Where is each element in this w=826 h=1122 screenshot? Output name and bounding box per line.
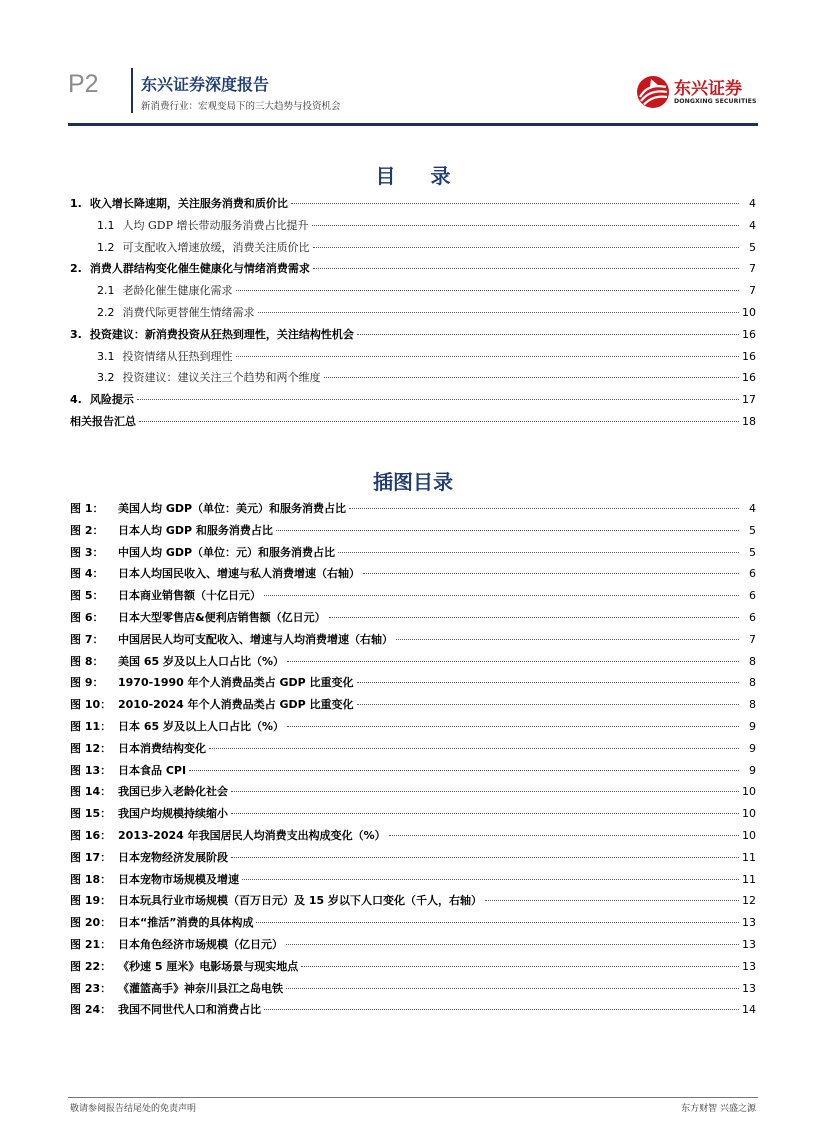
report-subtitle: 新消费行业：宏观变局下的三大趋势与投资机会 (141, 101, 341, 112)
figure-entry[interactable]: 图 14： 我国已步入老龄化社会 10 (70, 785, 756, 799)
figure-entry[interactable]: 图 13： 日本食品 CPI 9 (70, 763, 756, 777)
figure-entry[interactable]: 图 18： 日本宠物市场规模及增速 11 (70, 872, 756, 886)
toc-entry[interactable]: 3. 投资建议：新消费投资从狂热到理性，关注结构性机会 16 (70, 327, 756, 341)
toc-entry[interactable]: 2.2 消费代际更替催生情绪需求 10 (97, 305, 756, 319)
figure-entry[interactable]: 图 7： 中国居民人均可支配收入、增速与人均消费增速（右轴） 7 (70, 632, 756, 646)
toc-entry[interactable]: 1.2 可支配收入增速放缓，消费关注质价比 5 (97, 240, 756, 254)
figure-entry[interactable]: 图 17： 日本宠物经济发展阶段 11 (70, 850, 756, 864)
figures-title: 插图目录 (373, 470, 453, 494)
toc-entry[interactable]: 1. 收入增长降速期，关注服务消费和质价比 4 (70, 197, 756, 210)
figure-entry[interactable]: 图 8： 美国 65 岁及以上人口占比（%） 8 (70, 654, 756, 668)
toc-entry[interactable]: 2. 消费人群结构变化催生健康化与情绪消费需求 7 (70, 262, 756, 276)
toc-entry[interactable]: 3.1 投资情绪从狂热到理性 16 (97, 349, 756, 363)
header-divider (131, 68, 133, 113)
page-header (68, 68, 758, 125)
toc-entry[interactable]: 1.1 人均 GDP 增长带动服务消费占比提升 4 (97, 218, 756, 232)
toc-entry[interactable]: 2.1 老龄化催生健康化需求 7 (97, 284, 756, 298)
figure-entry[interactable]: 图 22： 《秒速 5 厘米》电影场景与现实地点 13 (70, 959, 756, 973)
company-logo (636, 74, 758, 110)
figure-entry[interactable]: 图 3： 中国人均 GDP（单位：元）和服务消费占比 5 (70, 545, 756, 559)
footer-slogan: 东方财智 兴盛之源 (681, 1104, 756, 1114)
toc-title: 目 录 (375, 164, 465, 188)
figure-entry[interactable]: 图 19： 日本玩具行业市场规模（百万日元）及 15 岁以下人口变化（千人，右轴） 12 (70, 894, 756, 908)
figure-entry[interactable]: 图 6： 日本大型零售店&便利店销售额（亿日元） 6 (70, 610, 756, 624)
figure-entry[interactable]: 图 9： 1970-1990 年个人消费品类占 GDP 比重变化 8 (70, 676, 756, 690)
footer-rule (68, 1097, 758, 1098)
toc-list (70, 195, 756, 435)
figure-entry[interactable]: 图 5： 日本商业销售额（十亿日元） 6 (70, 589, 756, 603)
figure-entry[interactable]: 图 21： 日本角色经济市场规模（亿日元） 13 (70, 937, 756, 951)
figure-entry[interactable]: 图 2： 日本人均 GDP 和服务消费占比 5 (70, 523, 756, 537)
figure-entry[interactable]: 图 16： 2013-2024 年我国居民人均消费支出构成变化（%） 10 (70, 828, 756, 842)
logo-text-en: DONGXING SECURITIES (674, 98, 757, 105)
figure-entry[interactable]: 图 20： 日本“推活”消费的具体构成 13 (70, 916, 756, 930)
figure-entry[interactable]: 图 15： 我国户均规模持续缩小 10 (70, 807, 756, 821)
header-rule (68, 123, 758, 126)
figure-entry[interactable]: 图 1： 美国人均 GDP（单位：美元）和服务消费占比 4 (70, 502, 756, 515)
toc-entry[interactable]: 相关报告汇总 18 (70, 414, 756, 428)
logo-mark-icon (636, 75, 670, 109)
figure-entry[interactable]: 图 12： 日本消费结构变化 9 (70, 741, 756, 755)
toc-entry[interactable]: 4. 风险提示 17 (70, 393, 756, 407)
logo-text-cn: 东兴证券 (674, 79, 742, 99)
page-number: P2 (68, 70, 99, 98)
figure-list (70, 500, 756, 1023)
figure-entry[interactable]: 图 24： 我国不同世代人口和消费占比 14 (70, 1003, 756, 1017)
figure-entry[interactable]: 图 4： 日本人均国民收入、增速与私人消费增速（右轴） 6 (70, 567, 756, 581)
figure-entry[interactable]: 图 10： 2010-2024 年个人消费品类占 GDP 比重变化 8 (70, 698, 756, 712)
report-title: 东兴证券深度报告 (141, 75, 270, 94)
figure-entry[interactable]: 图 23： 《灌篮高手》神奈川县江之岛电铁 13 (70, 981, 756, 995)
toc-entry[interactable]: 3.2 投资建议：建议关注三个趋势和两个维度 16 (97, 371, 756, 385)
figure-entry[interactable]: 图 11： 日本 65 岁及以上人口占比（%） 9 (70, 719, 756, 733)
footer-disclaimer: 敬请参阅报告结尾处的免责声明 (70, 1104, 197, 1114)
